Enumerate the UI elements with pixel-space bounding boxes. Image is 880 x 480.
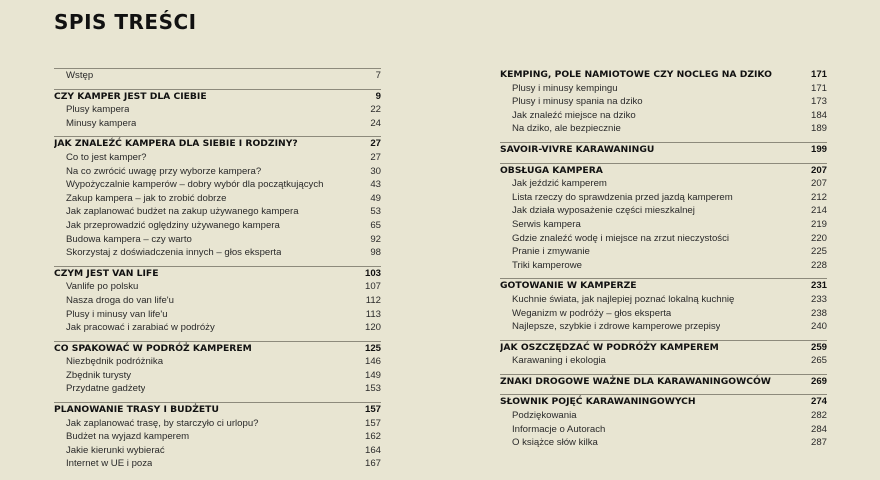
- toc-entry-na-dziko-ale-bezpiecznie[interactable]: [500, 122, 827, 136]
- toc-entry-minusy-kampera[interactable]: [54, 117, 381, 131]
- toc-entry-skorzystaj-z-doswiadczenia-innych-glos-e[interactable]: [54, 246, 381, 260]
- toc-page-number: 125: [364, 342, 381, 354]
- toc-page-number: 9: [375, 90, 381, 102]
- toc-page-number: 219: [810, 218, 827, 230]
- toc-entry-podziekowania[interactable]: [500, 409, 827, 423]
- toc-page-number: 171: [810, 82, 827, 94]
- toc-entry-label: Internet w UE i poza: [66, 458, 153, 470]
- toc-entry-niezbednik-podroznika[interactable]: [54, 355, 381, 369]
- toc-entry-label: Jak działa wyposażenie części mieszkalnej: [512, 205, 695, 217]
- toc-entry-vanlife-po-polsku[interactable]: [54, 280, 381, 294]
- toc-entry-jak-dziala-wyposazenie-czesci-mieszkalne[interactable]: [500, 204, 827, 218]
- toc-entry-label: JAK OSZCZĘDZAĆ W PODRÓŻY KAMPEREM: [500, 341, 719, 353]
- toc-entry-label: Kuchnie świata, jak najlepiej poznać lokalną kuchnię: [512, 293, 735, 305]
- toc-entry-label: Minusy kampera: [66, 117, 137, 129]
- toc-entry-serwis-kampera[interactable]: [500, 218, 827, 232]
- chapter-heading-czy-kamper-jest-dla-ciebie[interactable]: [54, 90, 381, 104]
- toc-page-number: 65: [370, 219, 381, 231]
- toc-page-number: 157: [364, 417, 381, 429]
- toc-page-number: 238: [810, 307, 827, 319]
- page-title: SPIS TREŚCI: [54, 10, 197, 34]
- chapter-heading-znaki-drogowe-wazne-dla-karawaningowcow[interactable]: [500, 375, 827, 389]
- toc-page-number: 22: [370, 104, 381, 116]
- toc-entry-label: Jak zaplanować budżet na zakup używanego kampera: [66, 206, 299, 218]
- toc-page-number: 153: [364, 383, 381, 395]
- chapter-heading-gotowanie-w-kamperze[interactable]: [500, 279, 827, 293]
- toc-page-number: 259: [810, 341, 827, 353]
- toc-page-number: 27: [370, 138, 381, 150]
- toc-entry-jak-jezdzic-kamperem[interactable]: [500, 177, 827, 191]
- chapter-heading-jak-znalezc-kampera-dla-siebie-i-rodziny[interactable]: [54, 137, 381, 151]
- toc-entry-label: Pranie i zmywanie: [512, 246, 590, 258]
- toc-entry-label: Triki kamperowe: [512, 259, 583, 271]
- toc-page-number: 212: [810, 191, 827, 203]
- toc-entry-weganizm-w-podrozy-glos-eksperta[interactable]: [500, 307, 827, 321]
- toc-entry-plusy-kampera[interactable]: [54, 103, 381, 117]
- toc-entry-label: CZYM JEST VAN LIFE: [54, 267, 159, 279]
- toc-page-number: 282: [810, 410, 827, 422]
- toc-entry-label: Budowa kampera – czy warto: [66, 233, 192, 245]
- toc-entry-label: Jak przeprowadzić oględziny używanego kampera: [66, 219, 280, 231]
- toc-entry-label: Vanlife po polsku: [66, 281, 139, 293]
- toc-entry-karawaning-i-ekologia[interactable]: [500, 354, 827, 368]
- toc-entry-na-co-zwrocic-uwage-przy-wyborze-kampera[interactable]: [54, 165, 381, 179]
- toc-entry-label: GOTOWANIE W KAMPERZE: [500, 280, 637, 292]
- toc-entry-label: SŁOWNIK POJĘĆ KARAWANINGOWYCH: [500, 396, 696, 408]
- toc-entry-zakup-kampera-jak-to-zrobic-dobrze[interactable]: [54, 192, 381, 206]
- toc-page-number: 167: [364, 458, 381, 470]
- toc-entry-label: Na dziko, ale bezpiecznie: [512, 123, 621, 135]
- toc-entry-zbednik-turysty[interactable]: [54, 369, 381, 383]
- chapter-heading-slownik-pojec-karawaningowych[interactable]: [500, 395, 827, 409]
- toc-entry-internet-w-ue-i-poza[interactable]: [54, 457, 381, 471]
- toc-entry-label: JAK ZNALEŹĆ KAMPERA DLA SIEBIE I RODZINY?: [54, 138, 298, 150]
- toc-entry-jak-zaplanowac-trase-by-starczylo-ci-url[interactable]: [54, 417, 381, 431]
- toc-entry-label: Plusy i minusy van life'u: [66, 308, 168, 320]
- toc-section: [500, 278, 827, 333]
- toc-page-number: 113: [365, 308, 381, 320]
- toc-entry-jak-znalezc-miejsce-na-dziko[interactable]: [500, 109, 827, 123]
- toc-entry-gdzie-znalezc-wode-i-miejsce-na-zrzut-ni[interactable]: [500, 232, 827, 246]
- toc-entry-label: Plusy kampera: [66, 104, 130, 116]
- toc-left-column: [54, 68, 381, 471]
- toc-entry-label: Serwis kampera: [512, 218, 581, 230]
- toc-section: [500, 163, 827, 273]
- chapter-heading-co-spakowac-w-podroz-kamperem[interactable]: [54, 342, 381, 356]
- toc-page-number: 92: [370, 233, 381, 245]
- toc-page-number: 228: [810, 259, 827, 271]
- toc-entry-label: Jak pracować i zarabiać w podróży: [66, 322, 215, 334]
- toc-entry-jak-przeprowadzic-ogledziny-uzywanego-ka[interactable]: [54, 219, 381, 233]
- toc-page-number: 199: [810, 143, 827, 155]
- toc-entry-label: Plusy i minusy spania na dziko: [512, 96, 643, 108]
- chapter-heading-kemping-pole-namiotowe-czy-nocleg-na-dzi[interactable]: [500, 68, 827, 82]
- toc-entry-kuchnie-swiata-jak-najlepiej-poznac-loka[interactable]: [500, 293, 827, 307]
- toc-page-number: 171: [810, 69, 827, 80]
- toc-page-number: 53: [370, 206, 381, 218]
- toc-page-number: 107: [364, 281, 381, 293]
- toc-page-number: 207: [810, 178, 827, 190]
- toc-page-number: 157: [364, 404, 381, 416]
- toc-entry-label: Zakup kampera – jak to zrobić dobrze: [66, 192, 227, 204]
- chapter-heading-czym-jest-van-life[interactable]: [54, 267, 381, 281]
- toc-section: [54, 136, 381, 259]
- toc-page-number: 207: [810, 164, 827, 176]
- toc-page-number: 287: [810, 437, 827, 449]
- toc-entry-label: Wypożyczalnie kamperów – dobry wybór dla początkujących: [66, 179, 324, 191]
- toc-entry-pranie-i-zmywanie[interactable]: [500, 245, 827, 259]
- toc-entry-label: Plusy i minusy kempingu: [512, 82, 618, 94]
- toc-section: [500, 394, 827, 449]
- toc-entry-label: Jakie kierunki wybierać: [66, 444, 165, 456]
- toc-entry-label: PLANOWANIE TRASY I BUDŻETU: [54, 404, 219, 416]
- toc-section: [54, 266, 381, 335]
- toc-page-number: 162: [364, 431, 381, 443]
- toc-entry-label: Niezbędnik podróżnika: [66, 356, 164, 368]
- toc-entry-co-to-jest-kamper[interactable]: [54, 151, 381, 165]
- toc-entry-plusy-i-minusy-van-life-u[interactable]: [54, 308, 381, 322]
- toc-entry-label: Jak jeździć kamperem: [512, 178, 607, 190]
- toc-entry-label: Lista rzeczy do sprawdzenia przed jazdą kamperem: [512, 191, 733, 203]
- toc-entry-label: Podziękowania: [512, 410, 577, 422]
- toc-entry-label: KEMPING, POLE NAMIOTOWE CZY NOCLEG NA DZIKO: [500, 69, 772, 80]
- toc-page-number: 220: [810, 232, 827, 244]
- toc-section: [500, 142, 827, 157]
- toc-page-number: 149: [364, 369, 381, 381]
- toc-entry-wstep[interactable]: [54, 69, 381, 83]
- toc-entry-label: O książce słów kilka: [512, 437, 598, 449]
- chapter-heading-planowanie-trasy-i-budzetu[interactable]: [54, 403, 381, 417]
- toc-page-number: 112: [365, 294, 381, 306]
- toc-entry-budowa-kampera-czy-warto[interactable]: [54, 233, 381, 247]
- toc-section: [500, 68, 827, 136]
- toc-entry-label: ZNAKI DROGOWE WAŻNE DLA KARAWANINGOWCÓW: [500, 375, 771, 387]
- toc-page-number: 274: [810, 396, 827, 408]
- toc-entry-informacje-o-autorach[interactable]: [500, 423, 827, 437]
- toc-page-number: 189: [810, 123, 827, 135]
- toc-entry-label: Przydatne gadżety: [66, 383, 146, 395]
- toc-entry-label: Gdzie znaleźć wodę i miejsce na zrzut nieczystości: [512, 232, 730, 244]
- toc-entry-label: Jak znaleźć miejsce na dziko: [512, 109, 636, 121]
- toc-page-number: 265: [810, 355, 827, 367]
- toc-entry-przydatne-gadzety[interactable]: [54, 382, 381, 396]
- toc-entry-label: Jak zaplanować trasę, by starczyło ci urlopu?: [66, 417, 259, 429]
- toc-entry-jakie-kierunki-wybierac[interactable]: [54, 444, 381, 458]
- chapter-heading-obsluga-kampera[interactable]: [500, 164, 827, 178]
- toc-page-number: 49: [370, 192, 381, 204]
- toc-entry-label: CZY KAMPER JEST DLA CIEBIE: [54, 90, 207, 102]
- toc-page-number: 98: [370, 247, 381, 259]
- toc-entry-nasza-droga-do-van-life-u[interactable]: [54, 294, 381, 308]
- toc-entry-label: Nasza droga do van life'u: [66, 294, 174, 306]
- toc-page-number: 233: [810, 293, 827, 305]
- toc-entry-label: Karawaning i ekologia: [512, 355, 606, 367]
- toc-page-number: 225: [810, 246, 827, 258]
- toc-entry-o-ksiazce-slow-kilka[interactable]: [500, 436, 827, 450]
- toc-page-number: 30: [370, 165, 381, 177]
- toc-right-column: [500, 68, 827, 450]
- toc-section: [500, 374, 827, 389]
- toc-section: [54, 402, 381, 471]
- chapter-heading-savoir-vivre-karawaningu[interactable]: [500, 143, 827, 157]
- toc-page-number: 269: [810, 375, 827, 387]
- toc-page-number: 284: [810, 423, 827, 435]
- toc-entry-lista-rzeczy-do-sprawdzenia-przed-jazda-[interactable]: [500, 191, 827, 205]
- toc-page-number: 146: [364, 356, 381, 368]
- toc-entry-label: Na co zwrócić uwagę przy wyborze kampera?: [66, 165, 262, 177]
- toc-entry-jak-pracowac-i-zarabiac-w-podrozy[interactable]: [54, 321, 381, 335]
- toc-entry-triki-kamperowe[interactable]: [500, 259, 827, 273]
- toc-entry-najlepsze-szybkie-i-zdrowe-kamperowe-prz[interactable]: [500, 320, 827, 334]
- toc-entry-jak-zaplanowac-budzet-na-zakup-uzywanego[interactable]: [54, 205, 381, 219]
- toc-entry-plusy-i-minusy-kempingu[interactable]: [500, 82, 827, 96]
- chapter-heading-jak-oszczedzac-w-podrozy-kamperem[interactable]: [500, 341, 827, 355]
- toc-entry-label: Informacje o Autorach: [512, 423, 606, 435]
- toc-page-number: 231: [810, 280, 827, 292]
- toc-page-number: 24: [370, 117, 381, 129]
- toc-section: [500, 340, 827, 368]
- toc-entry-label: Wstęp: [66, 70, 94, 81]
- toc-page-number: 173: [810, 96, 827, 108]
- toc-page-number: 120: [364, 322, 381, 334]
- toc-entry-label: Skorzystaj z doświadczenia innych – głos eksperta: [66, 247, 282, 259]
- toc-entry-plusy-i-minusy-spania-na-dziko[interactable]: [500, 95, 827, 109]
- toc-page-number: 240: [810, 321, 827, 333]
- toc-page-number: 27: [370, 151, 381, 163]
- toc-entry-label: Budżet na wyjazd kamperem: [66, 431, 190, 443]
- toc-entry-label: CO SPAKOWAĆ W PODRÓŻ KAMPEREM: [54, 342, 252, 354]
- toc-page-number: 103: [364, 267, 381, 279]
- toc-entry-label: OBSŁUGA KAMPERA: [500, 164, 603, 176]
- toc-entry-label: Weganizm w podróży – głos eksperta: [512, 307, 672, 319]
- toc-section: [54, 89, 381, 131]
- toc-section: [54, 341, 381, 396]
- toc-entry-label: Zbędnik turysty: [66, 369, 132, 381]
- toc-entry-budzet-na-wyjazd-kamperem[interactable]: [54, 430, 381, 444]
- toc-section: [54, 68, 381, 83]
- toc-entry-label: Co to jest kamper?: [66, 151, 147, 163]
- toc-page-number: 184: [810, 109, 827, 121]
- toc-page-number: 43: [370, 179, 381, 191]
- toc-page-number: 7: [375, 70, 381, 81]
- toc-entry-label: SAVOIR-VIVRE KARAWANINGU: [500, 143, 655, 155]
- toc-entry-label: Najlepsze, szybkie i zdrowe kamperowe przepisy: [512, 321, 721, 333]
- toc-page-number: 214: [810, 205, 827, 217]
- toc-page-number: 164: [364, 444, 381, 456]
- toc-entry-wypozyczalnie-kamperow-dobry-wybor-dla-p[interactable]: [54, 178, 381, 192]
